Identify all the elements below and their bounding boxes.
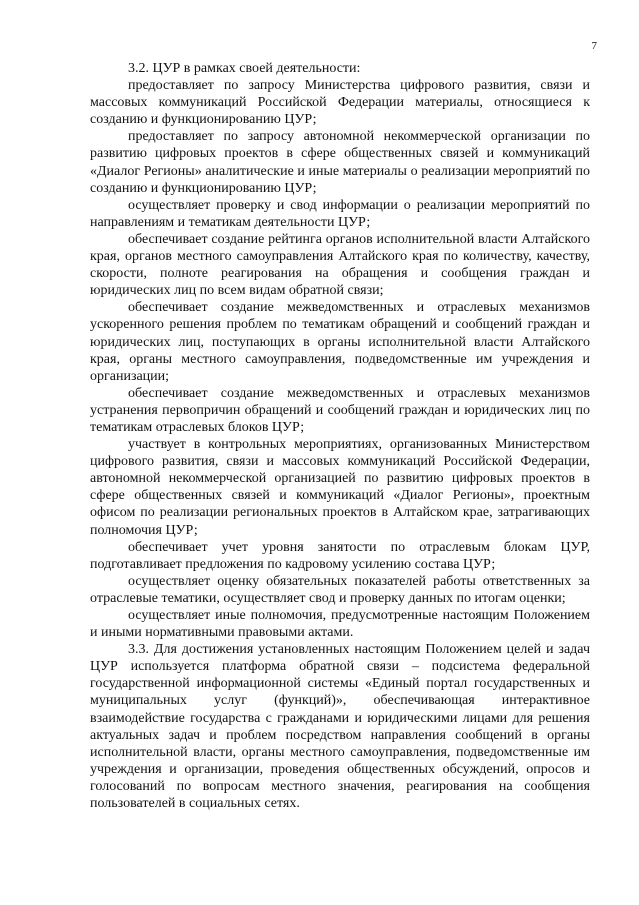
page-number: 7	[591, 40, 597, 52]
list-item: обеспечивает создание межведомственных и отраслевых механизмов устранения первопричин обращений и сообщений граждан и юридических лиц по тематикам отраслевых блоков ЦУР;	[90, 385, 590, 435]
list-item: предоставляет по запросу автономной некоммерческой организации по развитию цифровых проектов в сфере общественных связей и коммуникаций «Диалог Регионы» аналитические и иные материалы о реализации мероприятий по созданию и функционированию ЦУР;	[90, 129, 590, 196]
list-item: осуществляет оценку обязательных показателей работы ответственных за отраслевые тематики, осуществляет свод и проверку данных по итогам оценки;	[90, 573, 590, 606]
list-item: осуществляет иные полномочия, предусмотренные настоящим Положением и иными нормативными правовыми актами.	[90, 608, 590, 641]
list-item: обеспечивает учет уровня занятости по отраслевым блокам ЦУР, подготавливает предложения по кадровому усилению состава ЦУР;	[90, 539, 590, 572]
list-item: осуществляет проверку и свод информации о реализации мероприятий по направлениям и тематикам деятельности ЦУР;	[90, 197, 590, 230]
list-item: обеспечивает создание межведомственных и отраслевых механизмов ускоренного решения проблем по тематикам обращений и сообщений граждан и юридических лиц, поступающих в органы исполнительной власти Алтайского края, органы местного самоуправления, подведомственные им учреждения и организации;	[90, 300, 590, 384]
document-body	[90, 60, 590, 812]
section-heading-3-2: 3.2. ЦУР в рамках своей деятельности:	[128, 61, 361, 76]
list-item: предоставляет по запросу Министерства цифрового развития, связи и массовых коммуникаций Российской Федерации материалы, относящиеся к созданию и функционированию ЦУР;	[90, 78, 590, 128]
list-item: обеспечивает создание рейтинга органов исполнительной власти Алтайского края, органов местного самоуправления Алтайского края по количеству, качеству, скорости, полноте реагирования на обращения и сообщения граждан и юридических лиц по всем видам обратной связи;	[90, 231, 590, 299]
list-item: участвует в контрольных мероприятиях, организованных Министерством цифрового развития, связи и массовых коммуникаций Российской Федерации, автономной некоммерческой организацией по развитию цифровых проектов в сфере общественных связей и коммуникаций «Диалог Регионы», проектным офисом по реализации региональных проектов в Алтайском крае, затрагивающих полномочия ЦУР;	[90, 437, 590, 538]
section-paragraph-3-3: 3.3. Для достижения установленных настоящим Положением целей и задач ЦУР используется платформа обратной связи – подсистема федеральной государственной информационной системы «Единый портал государственных и муниципальных услуг (функций)», обеспечивающая интерактивное взаимодействие государства с гражданами и юридическими лицами для решения актуальных задач и проблем посредством направления сообщений в органы исполнительной власти, органы местного самоуправления, подведомственные им учреждения и организации, проведения общественных обсуждений, опросов и голосований по вопросам местного значения, реагирования на сообщения пользователей в социальных сетях.	[90, 642, 590, 812]
